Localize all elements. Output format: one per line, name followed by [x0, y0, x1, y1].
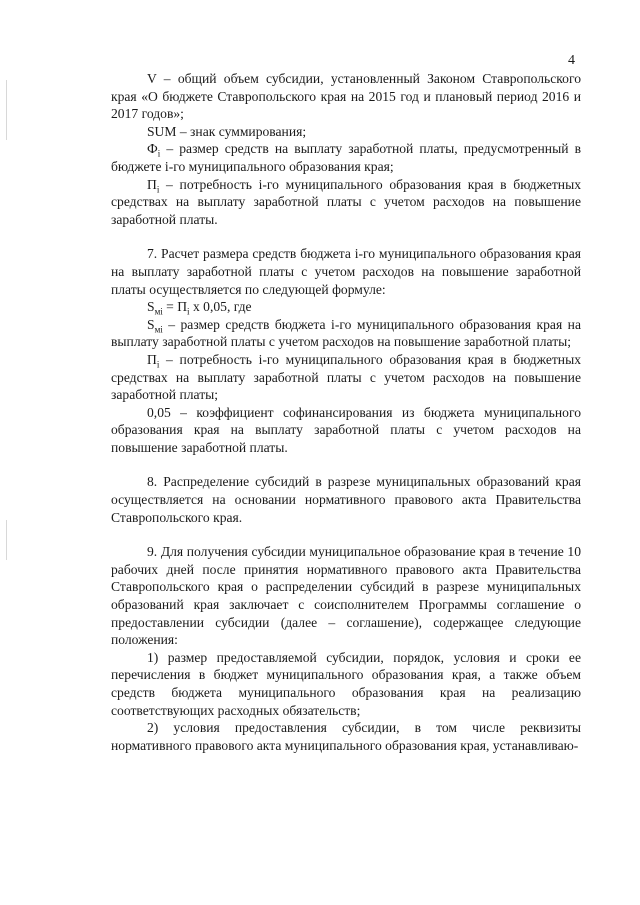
- scan-edge-mark: [6, 80, 7, 140]
- formula-equals-pi: = П: [162, 299, 188, 315]
- s-definition-text: – размер средств бюджета i-го муниципального образования края на выплату заработной платы с учетом расходов на повышение заработной платы;: [111, 316, 581, 350]
- paragraph-item-7: 7. Расчет размера средств бюджета i-го муниципального образования края на выплату заработной платы с учетом расходов на повышение заработной платы осуществляется по следующей формуле:: [111, 246, 581, 297]
- scan-edge-mark: [6, 520, 7, 560]
- paragraph-pi2-definition: [111, 351, 581, 404]
- pi-definition-text: – потребность i-го муниципального образования края в бюджетных средствах на выплату заработной платы с учетом расходов на повышение заработной платы.: [111, 176, 581, 227]
- pi2-symbol: П: [147, 351, 157, 367]
- formula-s-subscript: мi: [154, 306, 163, 317]
- paragraph-coefficient-definition: 0,05 – коэффициент софинансирования из бюджета муниципального образования края на выплату заработной платы с учетом расходов на повышение заработной платы.: [111, 404, 581, 455]
- paragraph-phi-definition: [111, 140, 581, 175]
- formula: [111, 298, 581, 316]
- paragraph-subitem-1: 1) размер предоставляемой субсидии, порядок, условия и сроки ее перечисления в бюджет муниципального образования края, а также объем средств бюджета муниципального образования края на реализацию соответствующих расходных обязательств;: [111, 649, 581, 718]
- pi-symbol: П: [147, 176, 157, 192]
- paragraph-item-9: 9. Для получения субсидии муниципальное образование края в течение 10 рабочих дней после принятия нормативного правового акта Правительства Ставропольского края о распределении субсидий в разрезе муниципальных образований края заключает с соисполнителем Программы соглашение о предоставлении субсидии (далее – соглашение), содержащее следующие положения:: [111, 544, 581, 648]
- paragraph-sum-definition: SUM – знак суммирования;: [147, 123, 307, 139]
- paragraph-item-8: 8. Распределение субсидий в разрезе муниципальных образований края осуществляется на основании нормативного правового акта Правительства Ставропольского края.: [111, 474, 581, 525]
- page-number: 4: [568, 53, 575, 68]
- formula-rest: x 0,05, где: [189, 299, 252, 315]
- formula-pi-subscript: i: [187, 306, 190, 317]
- phi-subscript: i: [157, 149, 161, 160]
- s-symbol: S: [147, 316, 155, 332]
- phi-definition-text: – размер средств на выплату заработной платы, предусмотренный в бюджете i-го муниципального образования края;: [111, 141, 581, 174]
- s-subscript: мi: [154, 324, 163, 335]
- pi-subscript: i: [156, 184, 160, 195]
- pi2-definition-text: – потребность i-го муниципального образования края в бюджетных средствах на выплату заработной платы с учетом расходов на повышение заработной платы;: [111, 351, 581, 403]
- paragraph-s-definition: [111, 316, 581, 351]
- paragraph-v-definition: V – общий объем субсидии, установленный Законом Ставропольского края «О бюджете Ставропольского края на 2015 год и плановый период 2016 и 2017 годов»;: [111, 71, 581, 122]
- pi2-subscript: i: [156, 359, 160, 370]
- phi-symbol: Ф: [147, 141, 158, 157]
- paragraph-subitem-2: 2) условия предоставления субсидии, в том числе реквизиты нормативного правового акта муниципального образования края, устанавливаю-: [111, 720, 581, 753]
- document-body: [111, 70, 581, 754]
- paragraph-pi-definition: [111, 176, 581, 229]
- formula-s: S: [147, 299, 155, 315]
